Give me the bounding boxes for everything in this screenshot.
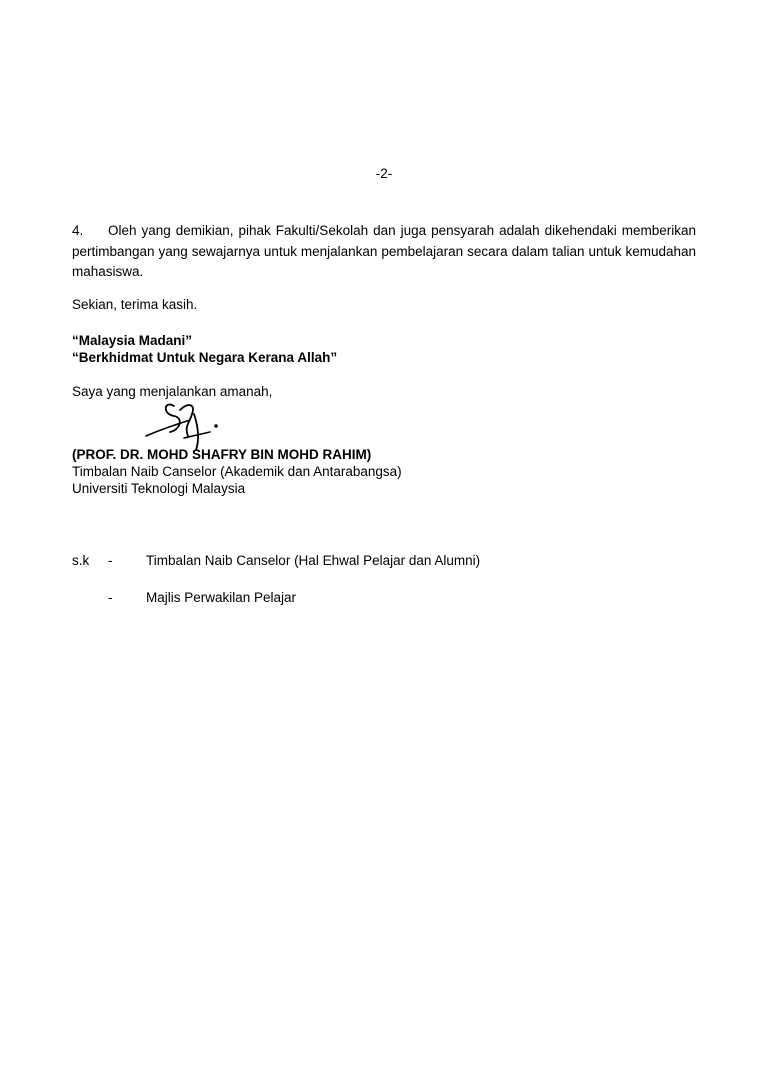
cc-dash: -: [108, 553, 113, 568]
cc-item: Timbalan Naib Canselor (Hal Ehwal Pelajar dan Alumni): [146, 553, 481, 568]
closing-line: Sekian, terima kasih.: [72, 297, 198, 312]
cc-dash: -: [108, 590, 113, 605]
motto-berkhidmat: “Berkhidmat Untuk Negara Kerana Allah”: [72, 350, 338, 365]
paragraph-text: Oleh yang demikian, pihak Fakulti/Sekolah dan juga pensyarah adalah dikehendaki memberikan pertimbangan yang sewajarnya untuk menjalankan pembelajaran secara dalam talian untuk kemudahan mahasiswa.: [72, 223, 696, 279]
paragraph-4: [72, 221, 696, 283]
signatory-title: Timbalan Naib Canselor (Akademik dan Antarabangsa): [72, 464, 402, 479]
sign-off-line: Saya yang menjalankan amanah,: [72, 384, 273, 399]
page-number: -2-: [375, 166, 393, 181]
cc-item: Majlis Perwakilan Pelajar: [146, 590, 297, 605]
paragraph-number: 4.: [72, 223, 84, 238]
signatory-institution: Universiti Teknologi Malaysia: [72, 481, 246, 496]
handwritten-signature: [144, 396, 234, 454]
motto-malaysia-madani: “Malaysia Madani”: [72, 333, 193, 348]
cc-label: s.k: [72, 553, 90, 568]
signatory-name: (PROF. DR. MOHD SHAFRY BIN MOHD RAHIM): [72, 447, 372, 462]
